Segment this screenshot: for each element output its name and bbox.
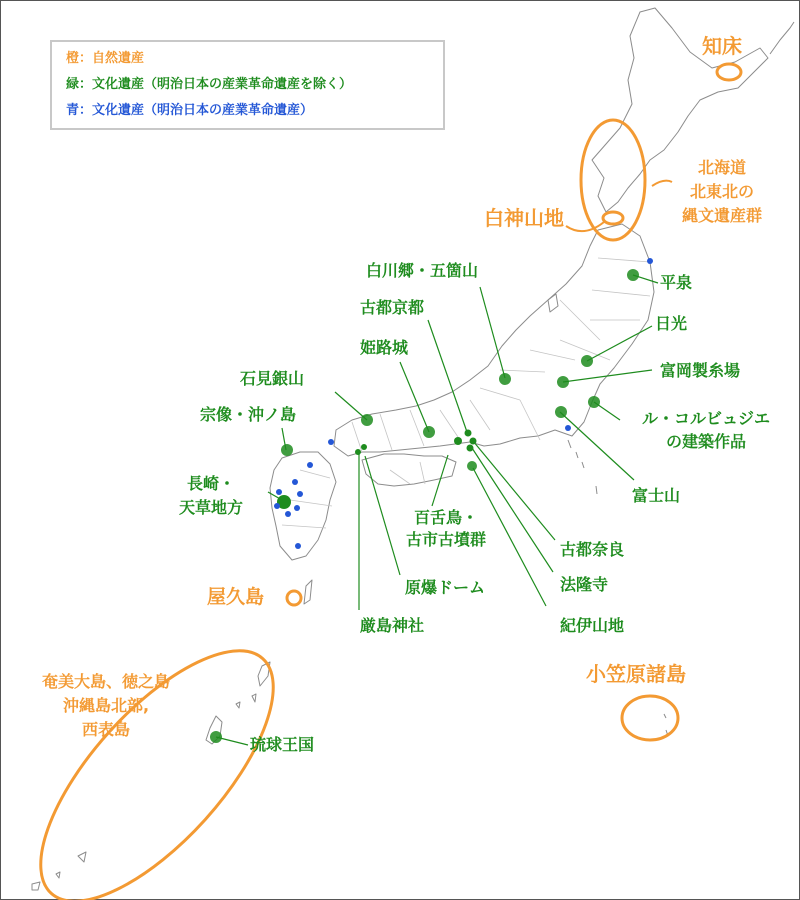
label-tomioka: 富岡製糸場 xyxy=(660,361,741,380)
label-jomon-3: 縄文遺産群 xyxy=(681,206,762,225)
label-hiraizumi: 平泉 xyxy=(660,273,693,292)
label-corbusier-2: の建築作品 xyxy=(665,432,746,451)
meiji-yawata xyxy=(307,462,313,468)
label-genbaku: 原爆ドーム xyxy=(405,578,486,597)
boundary-lines xyxy=(282,258,650,528)
yakushima-ring xyxy=(287,591,301,605)
marker-corbusier xyxy=(588,396,600,408)
label-amami-3: 西表島 xyxy=(81,720,130,739)
leader-iwami xyxy=(335,392,367,420)
marker-shirakawago xyxy=(499,373,511,385)
prefecture-boundaries xyxy=(282,258,650,528)
label-horyuji: 法隆寺 xyxy=(560,575,609,594)
legend-meiji: 青：文化遺産（明治日本の産業革命遺産） xyxy=(66,103,314,118)
chishima-islands xyxy=(770,22,794,54)
label-himeji: 姫路城 xyxy=(360,338,409,357)
label-mozu-2: 古市古墳群 xyxy=(405,530,486,549)
marker-genbaku xyxy=(361,444,367,450)
marker-hiraizumi xyxy=(627,269,639,281)
marker-koto-kyoto xyxy=(465,430,472,437)
label-yakushima: 屋久島 xyxy=(207,586,265,608)
label-ogasawara: 小笠原諸島 xyxy=(586,662,686,686)
label-iwami: 石見銀山 xyxy=(240,369,305,388)
marker-himeji xyxy=(423,426,435,438)
label-mozu-1: 百舌鳥・ xyxy=(413,508,478,527)
amami-okinawa-iriomote-ring xyxy=(3,615,311,900)
label-jomon-1: 北海道 xyxy=(697,158,746,177)
shirakami-ring xyxy=(603,212,623,224)
label-ryukyu: 琉球王国 xyxy=(250,735,315,754)
meiji-nagasaki-a xyxy=(274,503,280,509)
label-shiretoko: 知床 xyxy=(702,34,742,58)
label-nikko: 日光 xyxy=(655,314,688,333)
legend xyxy=(50,40,445,130)
marker-nara xyxy=(470,438,477,445)
marker-itsukushima xyxy=(355,449,361,455)
marker-kii xyxy=(467,461,477,471)
leader-shirakawago xyxy=(480,287,505,378)
meiji-miike xyxy=(292,479,298,485)
meiji-nirayama xyxy=(565,425,571,431)
legend-cultural: 緑：文化遺産（明治日本の産業革命遺産を除く） xyxy=(66,77,353,92)
meiji-kamaishi xyxy=(647,258,653,264)
label-nara: 古都奈良 xyxy=(560,540,625,559)
label-itsukushima: 厳島神社 xyxy=(360,616,425,635)
label-shirakawago: 白川郷・五箇山 xyxy=(366,261,479,280)
amami-islands xyxy=(236,662,270,708)
meiji-kagoshima xyxy=(295,543,301,549)
marker-nikko xyxy=(581,355,593,367)
tanegashima-outline xyxy=(304,580,312,604)
label-amami-1: 奄美大島、徳之島 xyxy=(41,672,170,691)
ogasawara-ring xyxy=(622,696,678,740)
label-nagasaki-2: 天草地方 xyxy=(178,498,243,517)
marker-mozu xyxy=(454,437,462,445)
label-corbusier-1: ル・コルビュジエ xyxy=(641,409,770,428)
shikoku-outline xyxy=(362,454,456,486)
label-kii: 紀伊山地 xyxy=(560,616,625,635)
leader-tomioka xyxy=(563,370,652,382)
izu-islands xyxy=(568,440,597,494)
marker-tomioka xyxy=(557,376,569,388)
marker-ryukyu xyxy=(210,731,222,743)
leader-nikko xyxy=(587,326,652,361)
marker-horyuji xyxy=(467,445,474,452)
sado-outline xyxy=(548,294,558,312)
label-fuji: 富士山 xyxy=(632,486,681,505)
label-nagasaki-1: 長崎・ xyxy=(186,474,235,493)
label-munakata: 宗像・沖ノ島 xyxy=(200,405,297,424)
label-shirakami: 白神山地 xyxy=(484,206,564,230)
meiji-hagi xyxy=(328,439,334,445)
meiji-misumi xyxy=(297,491,303,497)
label-jomon-2: 北東北の xyxy=(689,182,754,201)
label-koto-kyoto: 古都京都 xyxy=(360,298,425,317)
natural-areas xyxy=(3,64,741,900)
leader-koto-kyoto xyxy=(428,320,467,432)
marker-iwami xyxy=(361,414,373,426)
meiji-nagasaki-b xyxy=(294,505,300,511)
shiretoko-ring xyxy=(717,64,741,80)
legend-natural: 橙：自然遺産 xyxy=(66,51,145,66)
jomon-leader xyxy=(652,181,672,186)
ogasawara-islands xyxy=(664,714,668,736)
meiji-saga xyxy=(276,489,282,495)
marker-fuji xyxy=(555,406,567,418)
label-amami-2: 沖縄島北部, xyxy=(62,696,150,715)
meiji-nagasaki-c xyxy=(285,511,291,517)
leader-mozu xyxy=(432,455,448,506)
marker-munakata xyxy=(281,444,293,456)
